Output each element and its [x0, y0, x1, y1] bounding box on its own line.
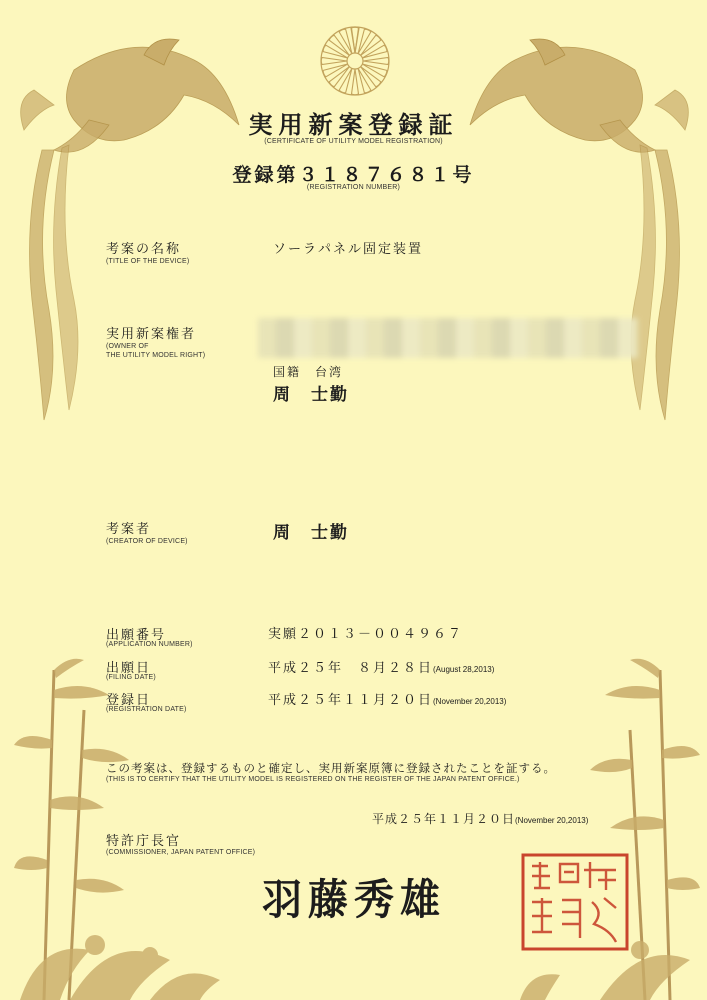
- registration-number: ３１８７６８１: [298, 164, 453, 186]
- application-value: 実願２０１３－００４９６７: [268, 627, 464, 642]
- office-label: 特許庁長官: [106, 834, 182, 849]
- device-title-value: ソーラパネル固定装置: [273, 242, 424, 257]
- filing-date-en: (August 28,2013): [433, 665, 495, 674]
- application-label: 出願番号: [106, 628, 167, 643]
- registration-number-line: [0, 160, 707, 187]
- filing-date-jp: 平成２５年 ８月２８日: [268, 661, 434, 676]
- certificate-title: 実用新案登録証: [248, 110, 459, 139]
- registration-date-en: (REGISTRATION DATE): [106, 706, 187, 713]
- office-en: (COMMISSIONER, JAPAN PATENT OFFICE): [106, 849, 256, 856]
- certification-date: [372, 810, 588, 827]
- official-seal-icon: [520, 852, 630, 952]
- certification-statement: この考案は、登録するものと確定し、実用新案原簿に登録されたことを証する。: [106, 761, 556, 775]
- certification-statement-en: (THIS IS TO CERTIFY THAT THE UTILITY MODEL IS REGISTERED ON THE REGISTER OF THE JAPAN PATENT OFFICE.): [106, 776, 520, 783]
- chrysanthemum-emblem-icon: [318, 24, 392, 98]
- owner-label: 実用新案権者: [106, 327, 197, 342]
- filing-label: 出願日: [106, 661, 152, 676]
- creator-label: 考案者: [106, 522, 152, 537]
- registration-number-en: (REGISTRATION NUMBER): [306, 184, 401, 191]
- registration-label: 登録第: [232, 164, 299, 186]
- left-phoenix-decoration-icon: [14, 30, 254, 430]
- owner-nationality: 国籍 台湾: [273, 365, 344, 379]
- owner-en-2: THE UTILITY MODEL RIGHT): [106, 352, 206, 359]
- device-title-en: (TITLE OF THE DEVICE): [106, 258, 190, 265]
- registration-date-value-en: (November 20,2013): [433, 697, 507, 706]
- certificate-title-en: (CERTIFICATE OF UTILITY MODEL REGISTRATION): [264, 138, 443, 145]
- registration-suffix: 号: [452, 164, 475, 186]
- creator-en: (CREATOR OF DEVICE): [106, 538, 188, 545]
- device-title-label: 考案の名称: [106, 242, 182, 257]
- filing-value: [268, 657, 494, 676]
- owner-name: 周 士勤: [273, 385, 349, 405]
- commissioner-signature: 羽藤秀雄: [262, 874, 446, 925]
- redacted-owner-address: [258, 318, 638, 358]
- certification-date-jp: 平成２５年１１月２０日: [372, 812, 516, 826]
- right-phoenix-decoration-icon: [452, 30, 695, 430]
- application-en: (APPLICATION NUMBER): [106, 641, 193, 648]
- registration-date-value: [268, 689, 506, 708]
- registration-date-label: 登録日: [106, 693, 152, 708]
- registration-date-jp: 平成２５年１１月２０日: [268, 693, 434, 708]
- filing-en: (FILING DATE): [106, 674, 156, 681]
- certification-date-en: (November 20,2013): [515, 816, 589, 825]
- owner-en-1: (OWNER OF: [106, 343, 149, 350]
- creator-name: 周 士勤: [273, 523, 349, 543]
